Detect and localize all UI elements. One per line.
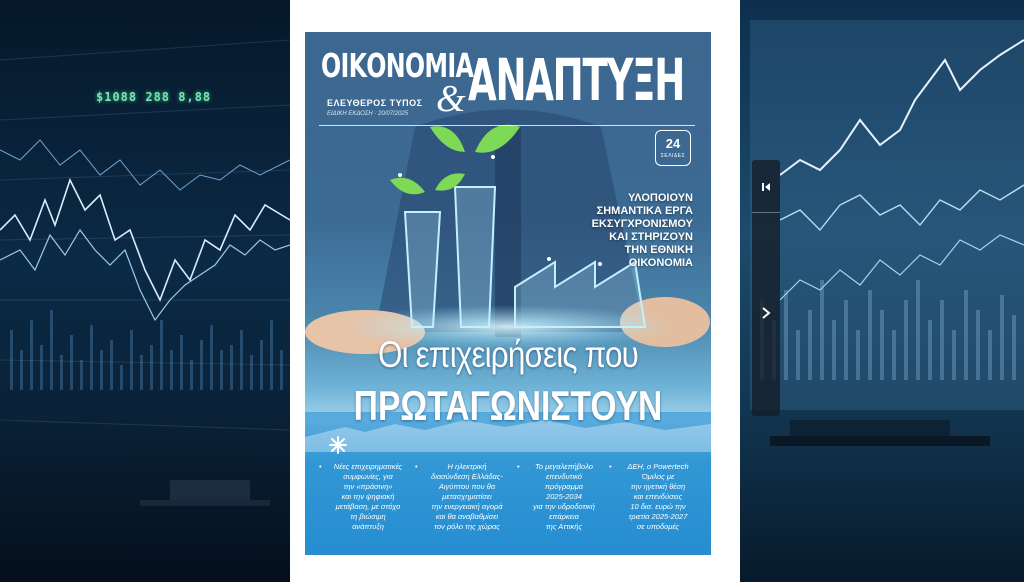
- cover-main-headline-line1: Οι επιχειρήσεις που: [378, 334, 638, 375]
- bullet-line: Αιγύπτου που θα: [438, 482, 496, 491]
- cover-main-headline-line2: ΠΡΩΤΑΓΩΝΙΣΤΟΥΝ: [353, 382, 663, 429]
- skip-to-first-icon: [760, 179, 772, 193]
- headline-line: ΟΙΚΟΝΟΜΙΑ: [628, 257, 693, 269]
- bullet-line: και επενδύσεις: [633, 492, 683, 501]
- bullet-line: • Το μεγαλεπήβολο: [535, 462, 593, 471]
- magazine-title-ampersand: &: [436, 78, 466, 120]
- headline-line: ΥΛΟΠΟΙΟΥΝ: [627, 192, 693, 204]
- background-left-stock-chart: [0, 0, 290, 582]
- bullet-line: ανάπτυξη: [352, 522, 384, 531]
- bullet-line: την ενεργειακή αγορά: [431, 502, 503, 511]
- headline-line: ΕΚΣΥΓΧΡΟΝΙΣΜΟΥ: [591, 218, 693, 230]
- magazine-edition-date: ΕΙΔΙΚΗ ΕΚΔΟΣΗ · 20/07/2025: [327, 111, 409, 117]
- chevron-right-icon: [761, 305, 771, 319]
- bullet-line: μετάβαση, με στόχο: [335, 502, 401, 511]
- bullet-line: • Η ηλεκτρική: [447, 462, 487, 471]
- bullet-line: πρόγραμμα: [544, 482, 584, 491]
- cover-bullet-item: [325, 462, 411, 532]
- background-right-stock-chart: [740, 0, 1024, 582]
- flipbook-side-toolbar: [752, 160, 780, 416]
- magazine-publisher: ΕΛΕΥΘΕΡΟΣ ΤΥΠΟΣ: [327, 98, 423, 108]
- bullet-line: για την υδροδοτική: [533, 502, 595, 511]
- bullet-line: την «πράσινη»: [343, 482, 393, 491]
- page-count-number: 24: [665, 136, 681, 151]
- bullet-line: τη βιώσιμη: [350, 512, 386, 521]
- bullet-line: 2025-2034: [546, 492, 582, 501]
- next-page-button[interactable]: [756, 302, 776, 322]
- bullet-line: τριετία 2025-2027: [628, 512, 688, 521]
- bullet-line: σε υποδομές: [636, 522, 680, 531]
- stock-chart-graphic: [0, 0, 290, 582]
- title-divider: [319, 125, 695, 126]
- bullet-line: επάρκεια: [549, 512, 579, 521]
- bullet-line: επενδυτικό: [546, 472, 582, 481]
- bullet-line: • ΔΕΗ, ο Powertech: [627, 462, 689, 471]
- cover-bullet-item: [523, 462, 605, 532]
- bullet-line: και θα αναβαθμίσει: [435, 512, 499, 521]
- bullet-line: την ηγετική θέση: [630, 482, 686, 491]
- bullet-line: της Αττικής: [545, 522, 583, 531]
- cover-bullet-item: [615, 462, 701, 532]
- bullet-line: 10 δισ. ευρώ την: [630, 502, 686, 511]
- bullet-line: • Νέες επιχειρηματικές: [333, 462, 403, 471]
- bullet-line: τον ρόλο της χώρας: [434, 522, 500, 531]
- magazine-title-part1: ΟΙΚΟΝΟΜΙΑ: [321, 46, 474, 85]
- cover-bullet-item: [421, 462, 513, 532]
- monitor-chart-graphic: [740, 0, 1024, 582]
- headline-line: ΣΗΜΑΝΤΙΚΑ ΕΡΓΑ: [596, 205, 693, 217]
- publisher-logo-icon: [329, 436, 347, 454]
- bullet-line: διασύνδεση Ελλάδας-: [431, 472, 503, 481]
- bullet-line: και την ψηφιακή: [341, 492, 395, 501]
- page-count-label: ΣΕΛΙΔΕΣ: [660, 153, 686, 159]
- headline-line: ΚΑΙ ΣΤΗΡΙΖΟΥΝ: [609, 231, 693, 243]
- cover-bullet-list: [321, 462, 701, 552]
- toolbar-divider: [752, 212, 780, 213]
- magazine-cover[interactable]: [305, 32, 711, 555]
- bullet-line: μετασχηματίσει: [442, 492, 492, 501]
- page-count-badge: [655, 130, 691, 166]
- cover-side-headline: [543, 192, 693, 270]
- headline-line: ΤΗΝ ΕΘΝΙΚΗ: [624, 244, 693, 256]
- first-page-button[interactable]: [756, 176, 776, 196]
- bullet-line: συμφωνίες, για: [343, 472, 393, 481]
- magazine-title-part2: ΑΝΑΠΤΥΞΗ: [468, 46, 685, 114]
- bullet-line: Όμιλος με: [641, 472, 675, 481]
- ticker-readout: $1088 288 8,88: [96, 90, 212, 104]
